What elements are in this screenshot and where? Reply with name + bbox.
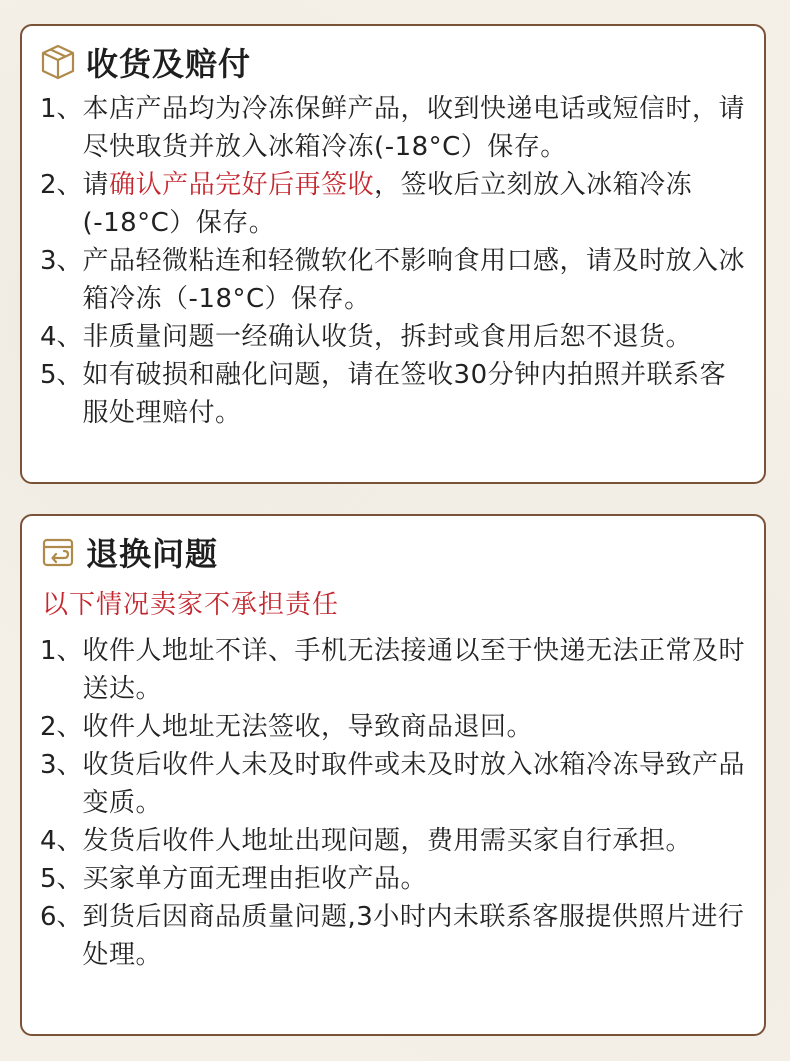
list-item (40, 166, 750, 242)
item-text-prefix: 请 (82, 170, 110, 200)
list-item (40, 860, 750, 898)
item-text-highlight: 确认产品完好后再签收 (109, 170, 375, 200)
item-number: 2、 (40, 712, 83, 742)
item-text: 收货后收件人未及时取件或未及时放入冰箱冷冻导致产品变质。 (82, 750, 746, 818)
item-number: 3、 (40, 750, 83, 780)
returns-card (20, 514, 766, 1036)
item-text: 本店产品均为冷冻保鲜产品，收到快递电话或短信时，请尽快取货并放入冰箱冷冻(-18°C）保存。 (82, 94, 746, 162)
returns-card-header (38, 530, 218, 574)
returns-card-title: 退换问题 (86, 535, 219, 573)
list-item (40, 746, 750, 822)
item-number: 3、 (40, 246, 83, 276)
item-text-suffix: ，签收后立刻放入冰箱冷冻(-18°C）保存。 (82, 170, 693, 238)
item-text: 买家单方面无理由拒收产品。 (82, 864, 428, 894)
item-text: 产品轻微粘连和轻微软化不影响食用口感，请及时放入冰箱冷冻（-18°C）保存。 (82, 246, 746, 314)
item-number: 5、 (40, 360, 83, 390)
list-item (40, 242, 750, 318)
item-number: 1、 (40, 636, 83, 666)
returns-subtitle: 以下情况卖家不承担责任 (42, 590, 340, 620)
item-text: 如有破损和融化问题，请在签收30分钟内拍照并联系客服处理赔付。 (82, 360, 727, 428)
list-item (40, 318, 750, 356)
item-text (83, 166, 750, 242)
receipt-rules-list (40, 90, 750, 432)
list-item (40, 822, 750, 860)
item-text: 到货后因商品质量问题,3小时内未联系客服提供照片进行处理。 (82, 902, 745, 970)
list-item (40, 708, 750, 746)
item-text: 非质量问题一经确认收货，拆封或食用后恕不退货。 (82, 322, 693, 352)
receipt-compensation-card (20, 24, 766, 484)
item-number: 5、 (40, 864, 83, 894)
list-item (40, 356, 750, 432)
returns-rules-list (40, 632, 750, 974)
item-number: 2、 (40, 170, 83, 200)
item-text: 收件人地址无法签收，导致商品退回。 (82, 712, 534, 742)
item-number: 4、 (40, 322, 83, 352)
list-item (40, 632, 750, 708)
receipt-card-header (38, 40, 251, 84)
receipt-card-title: 收货及赔付 (86, 45, 252, 83)
item-text: 发货后收件人地址出现问题，费用需买家自行承担。 (82, 826, 693, 856)
item-number: 6、 (40, 902, 83, 932)
list-item (40, 898, 750, 974)
item-text: 收件人地址不详、手机无法接通以至于快递无法正常及时送达。 (82, 636, 746, 704)
list-item (40, 90, 750, 166)
item-number: 4、 (40, 826, 83, 856)
item-number: 1、 (40, 94, 83, 124)
package-box-icon (38, 42, 78, 82)
return-arrow-icon (38, 532, 78, 572)
